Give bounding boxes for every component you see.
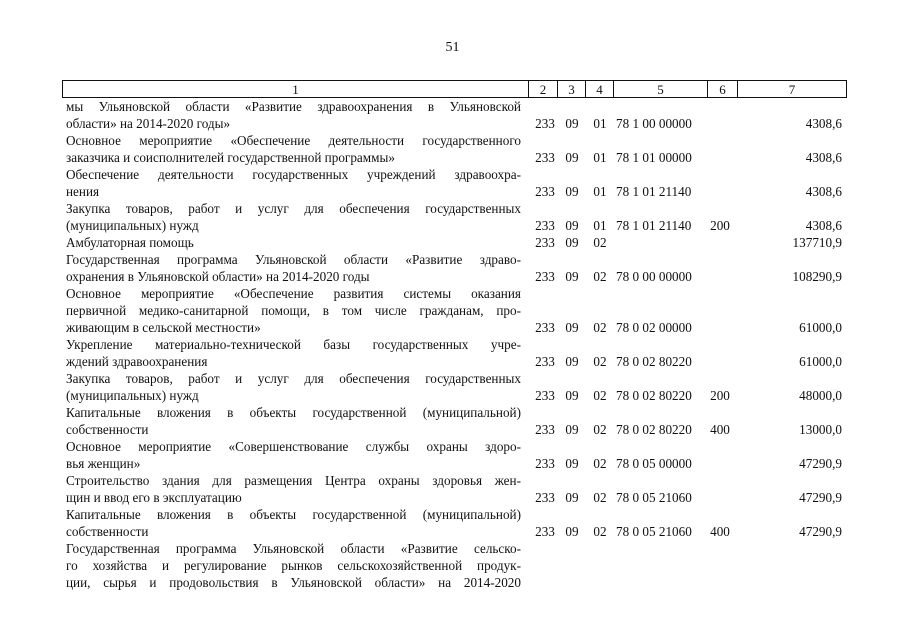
glavbudget-code: 233 bbox=[535, 269, 555, 284]
glavbudget-code: 233 bbox=[535, 524, 555, 539]
target-article-code: 78 0 00 00000 bbox=[616, 269, 692, 284]
table-row bbox=[0, 506, 905, 540]
glavbudget-code: 233 bbox=[535, 422, 555, 437]
amount: 47290,9 bbox=[799, 490, 842, 505]
expense-type-code: 400 bbox=[710, 422, 730, 437]
amount: 48000,0 bbox=[799, 388, 842, 403]
subsection-code: 02 bbox=[593, 524, 607, 539]
description-line: щин и ввод его в эксплуатацию bbox=[66, 490, 242, 505]
target-article-code: 78 1 01 00000 bbox=[616, 150, 692, 165]
row-description bbox=[66, 98, 521, 132]
row-description bbox=[66, 336, 521, 370]
amount: 47290,9 bbox=[799, 524, 842, 539]
table-row bbox=[0, 472, 905, 506]
glavbudget-code: 233 bbox=[535, 354, 555, 369]
header-col-3: 3 bbox=[557, 81, 585, 97]
section-code: 09 bbox=[565, 388, 579, 403]
subsection-code: 02 bbox=[593, 354, 607, 369]
glavbudget-code: 233 bbox=[535, 150, 555, 165]
glavbudget-code: 233 bbox=[535, 388, 555, 403]
table-row bbox=[0, 132, 905, 166]
description-line: Капитальные вложения в объекты государственной (муниципальной) bbox=[66, 507, 521, 522]
amount: 61000,0 bbox=[799, 354, 842, 369]
description-line: Обеспечение деятельности государственных учреждений здравоохра- bbox=[66, 167, 521, 182]
section-code: 09 bbox=[565, 269, 579, 284]
section-code: 09 bbox=[565, 422, 579, 437]
description-line: Основное мероприятие «Обеспечение деятельности государственного bbox=[66, 133, 521, 148]
table-row bbox=[0, 540, 905, 591]
subsection-code: 02 bbox=[593, 269, 607, 284]
glavbudget-code: 233 bbox=[535, 235, 555, 250]
description-line: заказчика и соисполнителей государственной программы» bbox=[66, 150, 395, 165]
description-line: ждений здравоохранения bbox=[66, 354, 208, 369]
table-row bbox=[0, 336, 905, 370]
subsection-code: 01 bbox=[593, 150, 607, 165]
amount: 108290,9 bbox=[792, 269, 842, 284]
table-row bbox=[0, 370, 905, 404]
section-code: 09 bbox=[565, 354, 579, 369]
description-line: Основное мероприятие «Обеспечение развития системы оказания bbox=[66, 286, 521, 301]
subsection-code: 02 bbox=[593, 456, 607, 471]
header-col-7: 7 bbox=[737, 81, 846, 97]
section-code: 09 bbox=[565, 490, 579, 505]
amount: 13000,0 bbox=[799, 422, 842, 437]
header-col-5: 5 bbox=[613, 81, 707, 97]
row-description bbox=[66, 404, 521, 438]
description-line: Капитальные вложения в объекты государственной (муниципальной) bbox=[66, 405, 521, 420]
description-line: собственности bbox=[66, 422, 149, 437]
table-row bbox=[0, 251, 905, 285]
description-line: Закупка товаров, работ и услуг для обеспечения государственных bbox=[66, 201, 521, 216]
description-line: Государственная программа Ульяновской области «Развитие здраво- bbox=[66, 252, 521, 267]
section-code: 09 bbox=[565, 184, 579, 199]
table-row bbox=[0, 234, 905, 251]
target-article-code: 78 0 02 80220 bbox=[616, 388, 692, 403]
expense-type-code: 200 bbox=[710, 388, 730, 403]
table-body bbox=[0, 98, 905, 591]
target-article-code: 78 0 05 21060 bbox=[616, 524, 692, 539]
table-row bbox=[0, 438, 905, 472]
description-line: охранения в Ульяновской области» на 2014-2020 годы bbox=[66, 269, 370, 284]
description-line: Амбулаторная помощь bbox=[66, 235, 194, 250]
description-line: мы Ульяновской области «Развитие здравоохранения в Ульяновской bbox=[66, 99, 521, 114]
description-line: области» на 2014-2020 годы» bbox=[66, 116, 231, 131]
expense-type-code: 200 bbox=[710, 218, 730, 233]
subsection-code: 02 bbox=[593, 422, 607, 437]
amount: 61000,0 bbox=[799, 320, 842, 335]
table-row bbox=[0, 200, 905, 234]
description-line: (муниципальных) нужд bbox=[66, 218, 199, 233]
description-line: Государственная программа Ульяновской области «Развитие сельско- bbox=[66, 541, 521, 556]
glavbudget-code: 233 bbox=[535, 218, 555, 233]
glavbudget-code: 233 bbox=[535, 184, 555, 199]
description-line: Основное мероприятие «Совершенствование службы охраны здоро- bbox=[66, 439, 521, 454]
target-article-code: 78 0 02 80220 bbox=[616, 422, 692, 437]
amount: 4308,6 bbox=[805, 218, 842, 233]
subsection-code: 02 bbox=[593, 235, 607, 250]
section-code: 09 bbox=[565, 116, 579, 131]
row-description bbox=[66, 506, 521, 540]
description-line: Закупка товаров, работ и услуг для обеспечения государственных bbox=[66, 371, 521, 386]
subsection-code: 02 bbox=[593, 388, 607, 403]
amount: 137710,9 bbox=[792, 235, 842, 250]
row-description bbox=[66, 285, 521, 336]
page-number: 51 bbox=[445, 40, 460, 55]
target-article-code: 78 1 01 21140 bbox=[616, 184, 692, 199]
target-article-code: 78 1 01 21140 bbox=[616, 218, 692, 233]
amount: 4308,6 bbox=[805, 184, 842, 199]
amount: 47290,9 bbox=[799, 456, 842, 471]
table-row bbox=[0, 98, 905, 132]
expense-type-code: 400 bbox=[710, 524, 730, 539]
description-line: нения bbox=[66, 184, 100, 199]
section-code: 09 bbox=[565, 456, 579, 471]
glavbudget-code: 233 bbox=[535, 490, 555, 505]
subsection-code: 01 bbox=[593, 184, 607, 199]
description-line: го хозяйства и регулирование рынков сельскохозяйственной продук- bbox=[66, 558, 521, 573]
section-code: 09 bbox=[565, 150, 579, 165]
section-code: 09 bbox=[565, 218, 579, 233]
header-col-1: 1 bbox=[292, 82, 299, 97]
row-description bbox=[66, 251, 521, 285]
description-line: живающим в сельской местности» bbox=[66, 320, 261, 335]
row-description bbox=[66, 200, 521, 234]
description-line: Укрепление материально-технической базы государственных учре- bbox=[66, 337, 521, 352]
glavbudget-code: 233 bbox=[535, 116, 555, 131]
header-col-4: 4 bbox=[585, 81, 613, 97]
target-article-code: 78 0 02 00000 bbox=[616, 320, 692, 335]
amount: 4308,6 bbox=[805, 150, 842, 165]
table-header bbox=[62, 80, 847, 98]
row-description bbox=[66, 438, 521, 472]
target-article-code: 78 0 05 21060 bbox=[616, 490, 692, 505]
amount: 4308,6 bbox=[805, 116, 842, 131]
row-description bbox=[66, 132, 521, 166]
glavbudget-code: 233 bbox=[535, 320, 555, 335]
description-line: вья женщин» bbox=[66, 456, 141, 471]
description-line: первичной медико-санитарной помощи, в том числе гражданам, про- bbox=[66, 303, 521, 318]
row-description bbox=[66, 370, 521, 404]
table-row bbox=[0, 285, 905, 336]
table-row bbox=[0, 404, 905, 438]
glavbudget-code: 233 bbox=[535, 456, 555, 471]
description-line: ции, сырья и продовольствия в Ульяновской области» на 2014-2020 bbox=[66, 575, 521, 590]
subsection-code: 01 bbox=[593, 218, 607, 233]
description-line: (муниципальных) нужд bbox=[66, 388, 199, 403]
section-code: 09 bbox=[565, 320, 579, 335]
row-description bbox=[66, 234, 521, 251]
row-description bbox=[66, 472, 521, 506]
row-description bbox=[66, 166, 521, 200]
subsection-code: 02 bbox=[593, 320, 607, 335]
header-col-6: 6 bbox=[707, 81, 737, 97]
description-line: собственности bbox=[66, 524, 149, 539]
table-row bbox=[0, 166, 905, 200]
target-article-code: 78 0 02 80220 bbox=[616, 354, 692, 369]
description-line: Строительство здания для размещения Центра охраны здоровья жен- bbox=[66, 473, 521, 488]
subsection-code: 02 bbox=[593, 490, 607, 505]
header-col-2: 2 bbox=[528, 81, 557, 97]
target-article-code: 78 0 05 00000 bbox=[616, 456, 692, 471]
section-code: 09 bbox=[565, 235, 579, 250]
section-code: 09 bbox=[565, 524, 579, 539]
target-article-code: 78 1 00 00000 bbox=[616, 116, 692, 131]
subsection-code: 01 bbox=[593, 116, 607, 131]
row-description bbox=[66, 540, 521, 591]
